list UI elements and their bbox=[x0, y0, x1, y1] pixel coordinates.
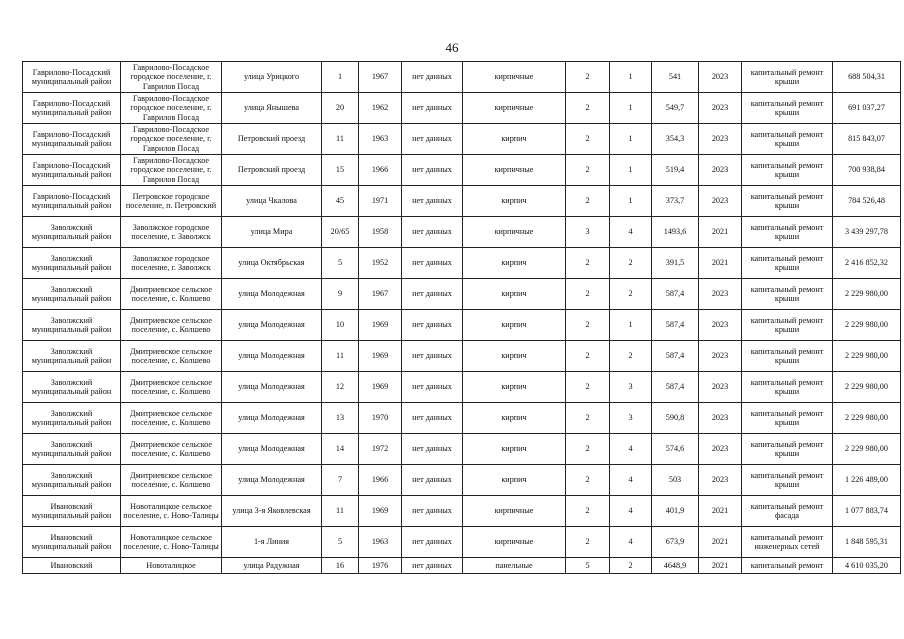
planned-year-cell: 2021 bbox=[699, 496, 742, 527]
street-cell: Петровский проезд bbox=[222, 124, 322, 155]
entrances-cell: 1 bbox=[610, 155, 652, 186]
street-cell: улица Молодежная bbox=[222, 341, 322, 372]
build-year-cell: 1969 bbox=[359, 341, 402, 372]
settlement-cell: Дмитриевское сельское поселение, с. Колшево bbox=[121, 434, 222, 465]
area-cell: 519,4 bbox=[652, 155, 699, 186]
planned-year-cell: 2023 bbox=[699, 434, 742, 465]
table-row bbox=[23, 341, 901, 372]
wall-material-cell: кирпич bbox=[463, 124, 566, 155]
floors-cell: 5 bbox=[566, 558, 610, 574]
settlement-cell: Новоталицкое сельское поселение, с. Ново-Талицы bbox=[121, 496, 222, 527]
floors-cell: 2 bbox=[566, 124, 610, 155]
build-year-cell: 1952 bbox=[359, 248, 402, 279]
wall-material-cell: кирпичные bbox=[463, 527, 566, 558]
settlement-cell: Дмитриевское сельское поселение, с. Колшево bbox=[121, 465, 222, 496]
floors-cell: 2 bbox=[566, 155, 610, 186]
street-cell: улица Молодежная bbox=[222, 310, 322, 341]
build-year-cell: 1967 bbox=[359, 62, 402, 93]
wall-material-cell: кирпичные bbox=[463, 155, 566, 186]
area-cell: 590,8 bbox=[652, 403, 699, 434]
settlement-cell: Дмитриевское сельское поселение, с. Колшево bbox=[121, 310, 222, 341]
works-cell: капитальный ремонт крыши bbox=[742, 341, 833, 372]
table-row bbox=[23, 155, 901, 186]
municipality-cell: Гаврилово-Посадский муниципальный район bbox=[23, 93, 121, 124]
street-cell: улица Радужная bbox=[222, 558, 322, 574]
area-cell: 503 bbox=[652, 465, 699, 496]
cost-cell: 2 229 980,00 bbox=[833, 341, 901, 372]
build-year-cell: 1969 bbox=[359, 496, 402, 527]
house-number-cell: 7 bbox=[322, 465, 359, 496]
table-row bbox=[23, 434, 901, 465]
build-year-cell: 1963 bbox=[359, 124, 402, 155]
build-year-cell: 1958 bbox=[359, 217, 402, 248]
cost-cell: 2 229 980,00 bbox=[833, 434, 901, 465]
floors-cell: 2 bbox=[566, 434, 610, 465]
house-number-cell: 20/65 bbox=[322, 217, 359, 248]
modernization-cell: нет данных bbox=[402, 217, 463, 248]
area-cell: 541 bbox=[652, 62, 699, 93]
modernization-cell: нет данных bbox=[402, 465, 463, 496]
municipality-cell: Заволжский муниципальный район bbox=[23, 217, 121, 248]
planned-year-cell: 2023 bbox=[699, 465, 742, 496]
modernization-cell: нет данных bbox=[402, 403, 463, 434]
street-cell: улица Молодежная bbox=[222, 465, 322, 496]
house-number-cell: 13 bbox=[322, 403, 359, 434]
works-cell: капитальный ремонт крыши bbox=[742, 465, 833, 496]
planned-year-cell: 2023 bbox=[699, 279, 742, 310]
settlement-cell: Дмитриевское сельское поселение, с. Колшево bbox=[121, 341, 222, 372]
planned-year-cell: 2021 bbox=[699, 527, 742, 558]
entrances-cell: 2 bbox=[610, 248, 652, 279]
settlement-cell: Гаврилово-Посадское городское поселение, г. Гаврилов Посад bbox=[121, 155, 222, 186]
area-cell: 373,7 bbox=[652, 186, 699, 217]
wall-material-cell: кирпич bbox=[463, 434, 566, 465]
settlement-cell: Гаврилово-Посадское городское поселение, г. Гаврилов Посад bbox=[121, 62, 222, 93]
entrances-cell: 2 bbox=[610, 341, 652, 372]
area-cell: 549,7 bbox=[652, 93, 699, 124]
area-cell: 673,9 bbox=[652, 527, 699, 558]
wall-material-cell: кирпич bbox=[463, 248, 566, 279]
floors-cell: 2 bbox=[566, 186, 610, 217]
build-year-cell: 1969 bbox=[359, 372, 402, 403]
cost-cell: 2 416 852,32 bbox=[833, 248, 901, 279]
street-cell: Петровский проезд bbox=[222, 155, 322, 186]
floors-cell: 2 bbox=[566, 310, 610, 341]
table-row bbox=[23, 279, 901, 310]
cost-cell: 2 229 980,00 bbox=[833, 372, 901, 403]
planned-year-cell: 2023 bbox=[699, 403, 742, 434]
settlement-cell: Новоталицкое сельское поселение, с. Ново-Талицы bbox=[121, 527, 222, 558]
build-year-cell: 1967 bbox=[359, 279, 402, 310]
modernization-cell: нет данных bbox=[402, 155, 463, 186]
municipality-cell: Гаврилово-Посадский муниципальный район bbox=[23, 62, 121, 93]
floors-cell: 2 bbox=[566, 248, 610, 279]
entrances-cell: 1 bbox=[610, 310, 652, 341]
floors-cell: 2 bbox=[566, 496, 610, 527]
wall-material-cell: кирпич bbox=[463, 279, 566, 310]
entrances-cell: 2 bbox=[610, 279, 652, 310]
build-year-cell: 1966 bbox=[359, 155, 402, 186]
planned-year-cell: 2023 bbox=[699, 124, 742, 155]
cost-cell: 2 229 980,00 bbox=[833, 403, 901, 434]
build-year-cell: 1963 bbox=[359, 527, 402, 558]
build-year-cell: 1962 bbox=[359, 93, 402, 124]
floors-cell: 3 bbox=[566, 217, 610, 248]
works-cell: капитальный ремонт крыши bbox=[742, 62, 833, 93]
modernization-cell: нет данных bbox=[402, 558, 463, 574]
house-number-cell: 20 bbox=[322, 93, 359, 124]
build-year-cell: 1969 bbox=[359, 310, 402, 341]
table-row bbox=[23, 558, 901, 574]
works-cell: капитальный ремонт крыши bbox=[742, 124, 833, 155]
cost-cell: 691 037,27 bbox=[833, 93, 901, 124]
entrances-cell: 1 bbox=[610, 124, 652, 155]
municipality-cell: Ивановский муниципальный район bbox=[23, 527, 121, 558]
house-number-cell: 16 bbox=[322, 558, 359, 574]
wall-material-cell: кирпичные bbox=[463, 217, 566, 248]
area-cell: 587,4 bbox=[652, 310, 699, 341]
street-cell: улица Мира bbox=[222, 217, 322, 248]
housing-registry-table bbox=[22, 61, 901, 574]
municipality-cell: Гаврилово-Посадский муниципальный район bbox=[23, 186, 121, 217]
floors-cell: 2 bbox=[566, 62, 610, 93]
works-cell: капитальный ремонт крыши bbox=[742, 93, 833, 124]
modernization-cell: нет данных bbox=[402, 186, 463, 217]
house-number-cell: 11 bbox=[322, 124, 359, 155]
house-number-cell: 1 bbox=[322, 62, 359, 93]
planned-year-cell: 2023 bbox=[699, 372, 742, 403]
table-row bbox=[23, 62, 901, 93]
street-cell: улица Молодежная bbox=[222, 403, 322, 434]
works-cell: капитальный ремонт инженерных сетей bbox=[742, 527, 833, 558]
wall-material-cell: кирпичные bbox=[463, 93, 566, 124]
floors-cell: 2 bbox=[566, 403, 610, 434]
works-cell: капитальный ремонт крыши bbox=[742, 186, 833, 217]
house-number-cell: 14 bbox=[322, 434, 359, 465]
cost-cell: 4 610 035,20 bbox=[833, 558, 901, 574]
entrances-cell: 1 bbox=[610, 62, 652, 93]
entrances-cell: 1 bbox=[610, 186, 652, 217]
street-cell: улица Молодежная bbox=[222, 279, 322, 310]
works-cell: капитальный ремонт крыши bbox=[742, 434, 833, 465]
entrances-cell: 4 bbox=[610, 217, 652, 248]
settlement-cell: Гаврилово-Посадское городское поселение, г. Гаврилов Посад bbox=[121, 124, 222, 155]
municipality-cell: Заволжский муниципальный район bbox=[23, 310, 121, 341]
modernization-cell: нет данных bbox=[402, 93, 463, 124]
cost-cell: 2 229 980,00 bbox=[833, 310, 901, 341]
modernization-cell: нет данных bbox=[402, 279, 463, 310]
street-cell: улица Молодежная bbox=[222, 434, 322, 465]
wall-material-cell: кирпич bbox=[463, 372, 566, 403]
settlement-cell: Заволжское городское поселение, г. Заволжск bbox=[121, 217, 222, 248]
cost-cell: 2 229 980,00 bbox=[833, 279, 901, 310]
street-cell: улица Урицкого bbox=[222, 62, 322, 93]
street-cell: улица 3-я Яковлевская bbox=[222, 496, 322, 527]
wall-material-cell: кирпич bbox=[463, 465, 566, 496]
entrances-cell: 4 bbox=[610, 527, 652, 558]
settlement-cell: Петровское городское поселение, п. Петровский bbox=[121, 186, 222, 217]
municipality-cell: Ивановский муниципальный район bbox=[23, 496, 121, 527]
municipality-cell: Заволжский муниципальный район bbox=[23, 248, 121, 279]
modernization-cell: нет данных bbox=[402, 248, 463, 279]
floors-cell: 2 bbox=[566, 465, 610, 496]
street-cell: улица Октябрьская bbox=[222, 248, 322, 279]
wall-material-cell: панельные bbox=[463, 558, 566, 574]
table-row bbox=[23, 310, 901, 341]
page-number: 46 bbox=[445, 40, 459, 55]
planned-year-cell: 2023 bbox=[699, 310, 742, 341]
planned-year-cell: 2021 bbox=[699, 558, 742, 574]
cost-cell: 700 938,84 bbox=[833, 155, 901, 186]
entrances-cell: 3 bbox=[610, 372, 652, 403]
modernization-cell: нет данных bbox=[402, 527, 463, 558]
build-year-cell: 1976 bbox=[359, 558, 402, 574]
area-cell: 4648,9 bbox=[652, 558, 699, 574]
municipality-cell: Заволжский муниципальный район bbox=[23, 372, 121, 403]
settlement-cell: Новоталицкое bbox=[121, 558, 222, 574]
area-cell: 587,4 bbox=[652, 372, 699, 403]
municipality-cell: Заволжский муниципальный район bbox=[23, 465, 121, 496]
table-row bbox=[23, 403, 901, 434]
planned-year-cell: 2023 bbox=[699, 341, 742, 372]
municipality-cell: Заволжский муниципальный район bbox=[23, 279, 121, 310]
works-cell: капитальный ремонт крыши bbox=[742, 279, 833, 310]
municipality-cell: Заволжский муниципальный район bbox=[23, 341, 121, 372]
street-cell: улица Янышева bbox=[222, 93, 322, 124]
house-number-cell: 10 bbox=[322, 310, 359, 341]
table-row bbox=[23, 465, 901, 496]
area-cell: 391,5 bbox=[652, 248, 699, 279]
works-cell: капитальный ремонт крыши bbox=[742, 248, 833, 279]
area-cell: 354,3 bbox=[652, 124, 699, 155]
build-year-cell: 1972 bbox=[359, 434, 402, 465]
modernization-cell: нет данных bbox=[402, 310, 463, 341]
modernization-cell: нет данных bbox=[402, 62, 463, 93]
house-number-cell: 45 bbox=[322, 186, 359, 217]
entrances-cell: 4 bbox=[610, 465, 652, 496]
modernization-cell: нет данных bbox=[402, 124, 463, 155]
table-row bbox=[23, 93, 901, 124]
wall-material-cell: кирпичные bbox=[463, 62, 566, 93]
works-cell: капитальный ремонт крыши bbox=[742, 372, 833, 403]
modernization-cell: нет данных bbox=[402, 496, 463, 527]
works-cell: капитальный ремонт крыши bbox=[742, 403, 833, 434]
wall-material-cell: кирпич bbox=[463, 341, 566, 372]
planned-year-cell: 2023 bbox=[699, 186, 742, 217]
table-row bbox=[23, 248, 901, 279]
table-row bbox=[23, 124, 901, 155]
settlement-cell: Дмитриевское сельское поселение, с. Колшево bbox=[121, 403, 222, 434]
works-cell: капитальный ремонт крыши bbox=[742, 217, 833, 248]
planned-year-cell: 2023 bbox=[699, 62, 742, 93]
settlement-cell: Заволжское городское поселение, г. Заволжск bbox=[121, 248, 222, 279]
modernization-cell: нет данных bbox=[402, 434, 463, 465]
cost-cell: 688 504,31 bbox=[833, 62, 901, 93]
area-cell: 1493,6 bbox=[652, 217, 699, 248]
area-cell: 401,9 bbox=[652, 496, 699, 527]
planned-year-cell: 2021 bbox=[699, 248, 742, 279]
wall-material-cell: кирпич bbox=[463, 310, 566, 341]
municipality-cell: Гаврилово-Посадский муниципальный район bbox=[23, 155, 121, 186]
planned-year-cell: 2023 bbox=[699, 155, 742, 186]
floors-cell: 2 bbox=[566, 93, 610, 124]
wall-material-cell: кирпичные bbox=[463, 496, 566, 527]
table-row bbox=[23, 496, 901, 527]
planned-year-cell: 2021 bbox=[699, 217, 742, 248]
entrances-cell: 4 bbox=[610, 434, 652, 465]
area-cell: 587,4 bbox=[652, 279, 699, 310]
settlement-cell: Дмитриевское сельское поселение, с. Колшево bbox=[121, 279, 222, 310]
works-cell: капитальный ремонт крыши bbox=[742, 155, 833, 186]
planned-year-cell: 2023 bbox=[699, 93, 742, 124]
street-cell: 1-я Линия bbox=[222, 527, 322, 558]
area-cell: 574,6 bbox=[652, 434, 699, 465]
cost-cell: 3 439 297,78 bbox=[833, 217, 901, 248]
floors-cell: 2 bbox=[566, 527, 610, 558]
build-year-cell: 1970 bbox=[359, 403, 402, 434]
settlement-cell: Дмитриевское сельское поселение, с. Колшево bbox=[121, 372, 222, 403]
entrances-cell: 3 bbox=[610, 403, 652, 434]
street-cell: улица Чкалова bbox=[222, 186, 322, 217]
table-row bbox=[23, 527, 901, 558]
build-year-cell: 1966 bbox=[359, 465, 402, 496]
area-cell: 587,4 bbox=[652, 341, 699, 372]
house-number-cell: 12 bbox=[322, 372, 359, 403]
cost-cell: 1 077 883,74 bbox=[833, 496, 901, 527]
street-cell: улица Молодежная bbox=[222, 372, 322, 403]
house-number-cell: 15 bbox=[322, 155, 359, 186]
cost-cell: 784 526,48 bbox=[833, 186, 901, 217]
wall-material-cell: кирпич bbox=[463, 186, 566, 217]
floors-cell: 2 bbox=[566, 341, 610, 372]
house-number-cell: 9 bbox=[322, 279, 359, 310]
entrances-cell: 1 bbox=[610, 93, 652, 124]
municipality-cell: Гаврилово-Посадский муниципальный район bbox=[23, 124, 121, 155]
table-row bbox=[23, 372, 901, 403]
floors-cell: 2 bbox=[566, 279, 610, 310]
municipality-cell: Ивановский bbox=[23, 558, 121, 574]
municipality-cell: Заволжский муниципальный район bbox=[23, 403, 121, 434]
modernization-cell: нет данных bbox=[402, 341, 463, 372]
cost-cell: 1 226 489,00 bbox=[833, 465, 901, 496]
settlement-cell: Гаврилово-Посадское городское поселение, г. Гаврилов Посад bbox=[121, 93, 222, 124]
works-cell: капитальный ремонт фасада bbox=[742, 496, 833, 527]
house-number-cell: 11 bbox=[322, 341, 359, 372]
house-number-cell: 5 bbox=[322, 527, 359, 558]
wall-material-cell: кирпич bbox=[463, 403, 566, 434]
municipality-cell: Заволжский муниципальный район bbox=[23, 434, 121, 465]
floors-cell: 2 bbox=[566, 372, 610, 403]
cost-cell: 815 843,07 bbox=[833, 124, 901, 155]
modernization-cell: нет данных bbox=[402, 372, 463, 403]
house-number-cell: 11 bbox=[322, 496, 359, 527]
build-year-cell: 1971 bbox=[359, 186, 402, 217]
cost-cell: 1 848 595,31 bbox=[833, 527, 901, 558]
table-row bbox=[23, 217, 901, 248]
table-row bbox=[23, 186, 901, 217]
works-cell: капитальный ремонт bbox=[742, 558, 833, 574]
entrances-cell: 2 bbox=[610, 558, 652, 574]
works-cell: капитальный ремонт крыши bbox=[742, 310, 833, 341]
house-number-cell: 5 bbox=[322, 248, 359, 279]
entrances-cell: 4 bbox=[610, 496, 652, 527]
